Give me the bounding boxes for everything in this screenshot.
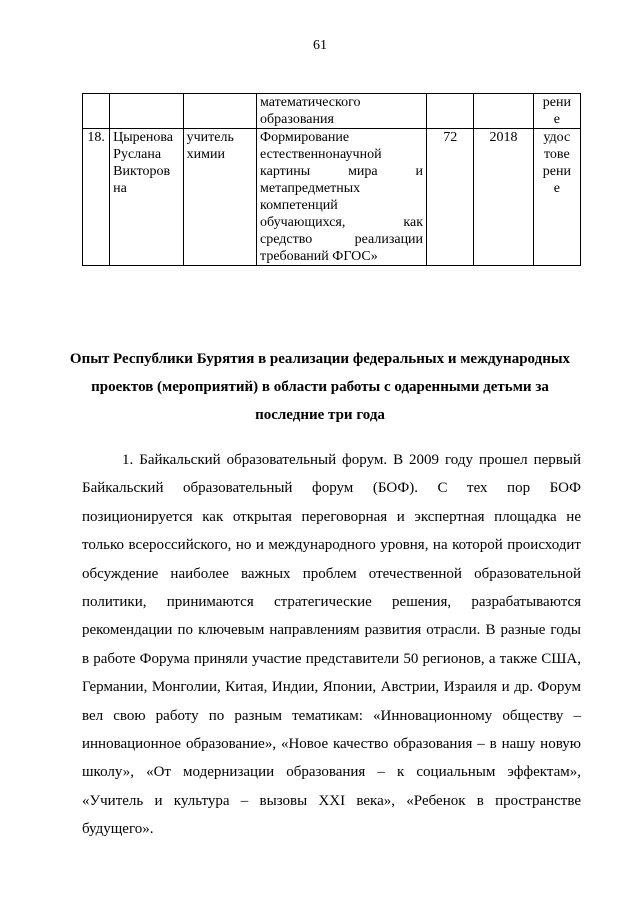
row-number-cell: [83, 94, 110, 129]
hours-cell: [427, 94, 474, 129]
name-cell: Цыренова Руслана Викторов на: [110, 129, 183, 266]
body-text: [82, 446, 581, 844]
name-cell: [110, 94, 183, 129]
year-cell: 2018: [474, 129, 533, 266]
year-cell: [474, 94, 533, 129]
paragraph: 1. Байкальский образовательный форум. В 2009 году прошел первый Байкальский образовательный форум (БОФ). С тех пор БОФ позиционируется как открытая переговорная и экспертная площадка не только всероссийского, но и международного уровня, на которой происходит обсуждение наиболее важных проблем отечественной образовательной политики, принимаются стратегические решения, разрабатываются рекомендации по ключевым направлениям развития отрасли. В разные годы в работе Форума приняли участие представители 50 регионов, а также США, Германии, Монголии, Китая, Индии, Японии, Австрии, Израиля и др. Форум вел свою работу по разным тематикам: «Инновационному обществу – инновационное образование», «Новое качество образования – в нашу новую школу», «От модернизации образования – к социальным эффектам», «Учитель и культура – вызовы XXI века», «Ребенок в пространстве будущего».: [82, 452, 581, 838]
table-row: [83, 129, 581, 266]
course-topic-cell: математического образования: [257, 94, 427, 129]
table-row: [83, 94, 581, 129]
document-cell: удос тове рени е: [533, 129, 580, 266]
document-cell: рени е: [533, 94, 580, 129]
teachers-table: [82, 93, 581, 266]
hours-cell: 72: [427, 129, 474, 266]
row-number-cell: 18.: [83, 129, 110, 266]
page-number: 61: [313, 38, 327, 53]
section-heading: Опыт Республики Бурятия в реализации федеральных и международных проектов (мероприятий) в области работы с одаренными детьми за последние три года: [69, 351, 571, 423]
position-cell: учитель химии: [183, 129, 256, 266]
position-cell: [183, 94, 256, 129]
course-topic-cell: Формирование естественнонаучной картины мира и метапредметных компетенций обучающихся, как средство реализации требований ФГОС»: [257, 129, 427, 266]
